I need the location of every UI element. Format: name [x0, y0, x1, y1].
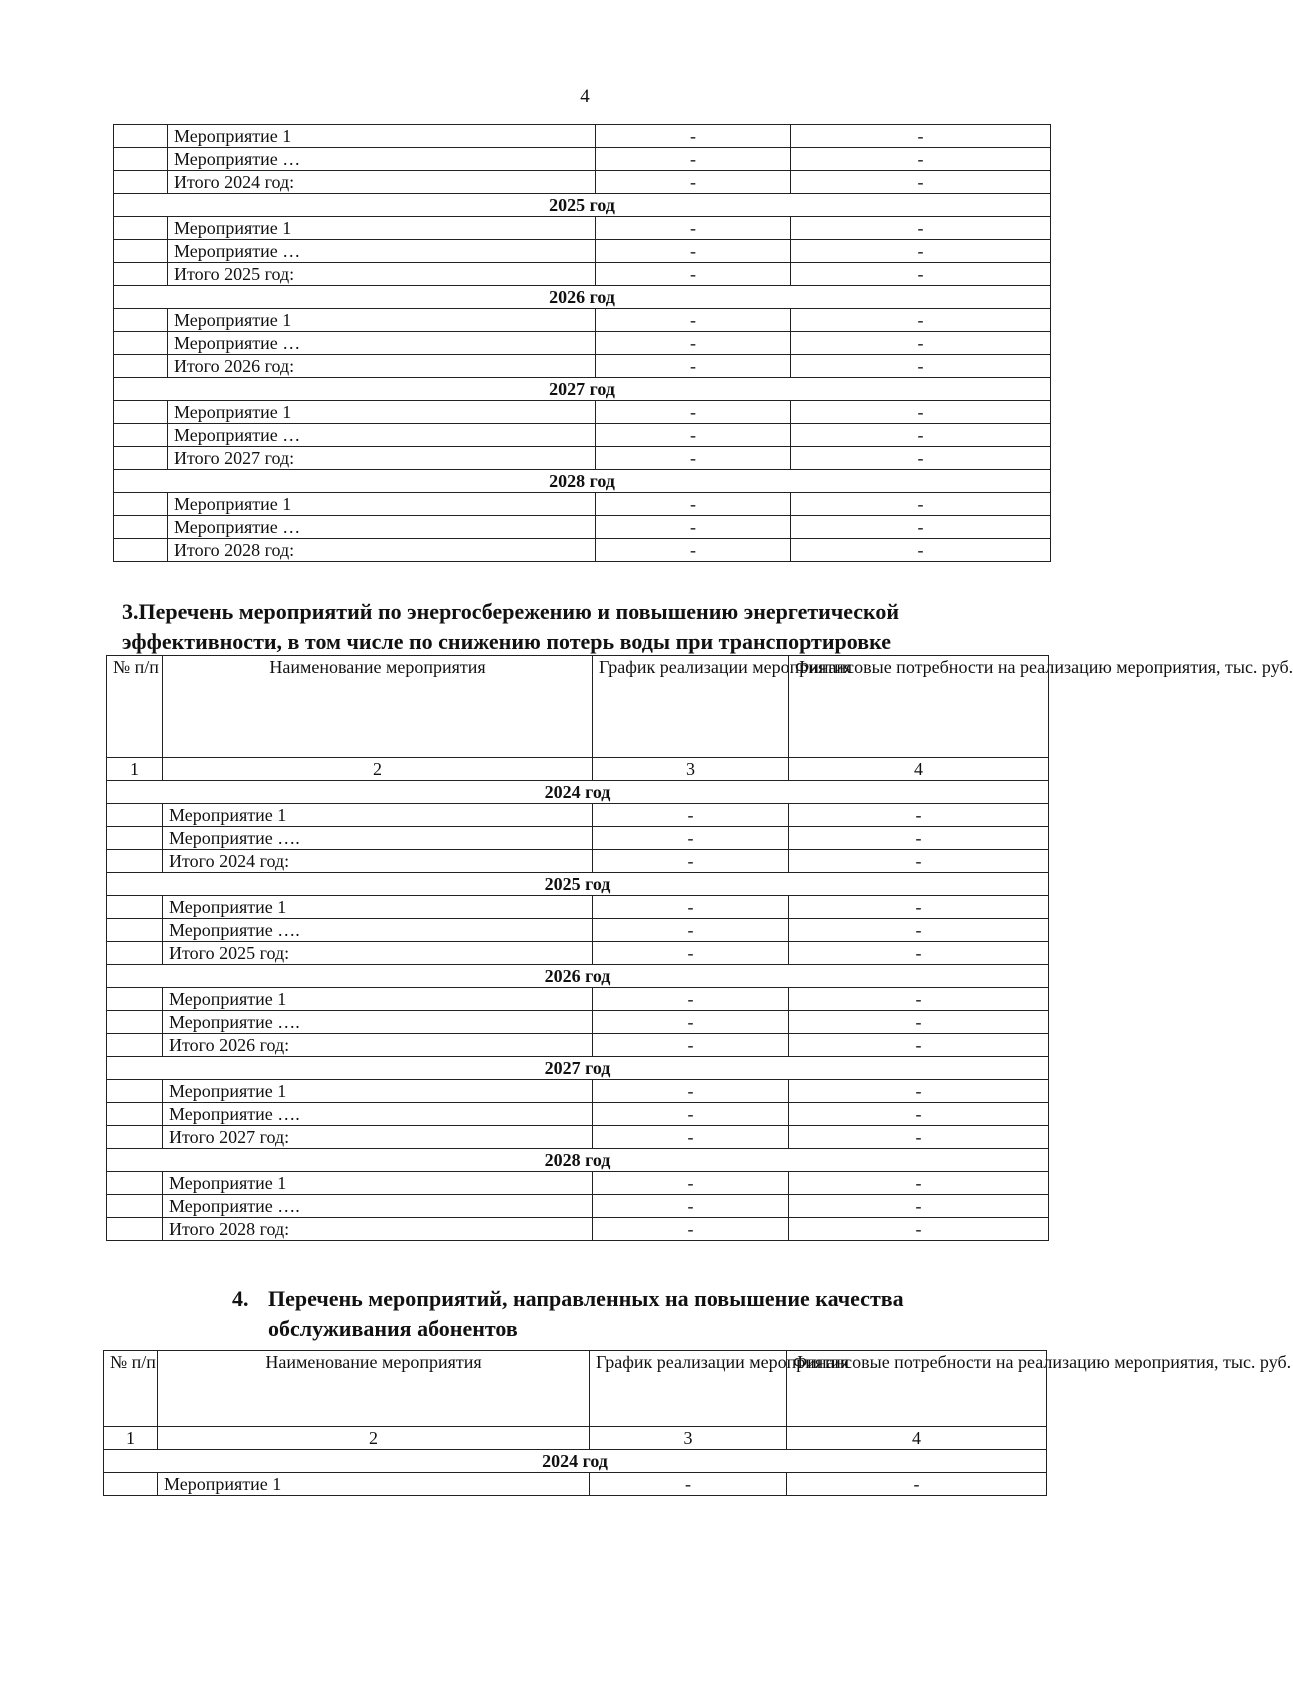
row-number-cell	[114, 217, 168, 240]
measure-name: Мероприятие …	[168, 424, 596, 447]
row-number-cell	[107, 1034, 163, 1057]
row-number-cell	[114, 493, 168, 516]
measure-name: Мероприятие ….	[163, 1103, 593, 1126]
col-number: 2	[158, 1427, 590, 1450]
row-number-cell	[107, 1195, 163, 1218]
measure-name: Мероприятие ….	[163, 919, 593, 942]
finance-value: -	[791, 424, 1051, 447]
col-number: 1	[107, 758, 163, 781]
schedule-value: -	[593, 1103, 789, 1126]
row-number-cell	[114, 355, 168, 378]
table-row	[107, 988, 1049, 1011]
year-label: 2028 год	[107, 1149, 1049, 1172]
schedule-value: -	[596, 240, 791, 263]
row-number-cell	[107, 919, 163, 942]
row-number-cell	[107, 1172, 163, 1195]
finance-value: -	[789, 919, 1049, 942]
schedule-value: -	[590, 1473, 787, 1496]
finance-value: -	[789, 1011, 1049, 1034]
table-header-row	[107, 656, 1049, 758]
measure-name: Мероприятие 1	[168, 309, 596, 332]
schedule-value: -	[593, 1172, 789, 1195]
row-number-cell	[114, 263, 168, 286]
column-number-row	[107, 758, 1049, 781]
measure-name: Итого 2026 год:	[163, 1034, 593, 1057]
year-label: 2024 год	[104, 1450, 1047, 1473]
total-row	[107, 1218, 1049, 1241]
header-name: Наименование мероприятия	[163, 656, 593, 758]
header-finance: Финансовые потребности на реализацию мероприятия, тыс. руб.	[789, 656, 1049, 758]
col-number: 3	[593, 758, 789, 781]
schedule-value: -	[596, 148, 791, 171]
total-row	[107, 942, 1049, 965]
finance-value: -	[791, 401, 1051, 424]
finance-value: -	[789, 988, 1049, 1011]
schedule-value: -	[593, 919, 789, 942]
row-number-cell	[114, 424, 168, 447]
col-number: 1	[104, 1427, 158, 1450]
table-row	[114, 148, 1051, 171]
schedule-value: -	[593, 1126, 789, 1149]
row-number-cell	[114, 148, 168, 171]
schedule-value: -	[593, 1011, 789, 1034]
header-name: Наименование мероприятия	[158, 1351, 590, 1427]
schedule-value: -	[593, 850, 789, 873]
row-number-cell	[107, 850, 163, 873]
row-number-cell	[107, 1080, 163, 1103]
year-label: 2026 год	[114, 286, 1051, 309]
measure-name: Мероприятие ….	[163, 1195, 593, 1218]
year-label: 2028 год	[114, 470, 1051, 493]
finance-value: -	[791, 171, 1051, 194]
finance-value: -	[789, 896, 1049, 919]
measure-name: Мероприятие 1	[163, 896, 593, 919]
finance-value: -	[789, 942, 1049, 965]
finance-value: -	[789, 1034, 1049, 1057]
col-number: 4	[787, 1427, 1047, 1450]
measure-name: Итого 2025 год:	[163, 942, 593, 965]
row-number-cell	[114, 516, 168, 539]
row-number-cell	[107, 1103, 163, 1126]
finance-value: -	[791, 240, 1051, 263]
table-row	[107, 1195, 1049, 1218]
service-quality-measures-table	[103, 1350, 1292, 1496]
header-num: № п/п	[104, 1351, 158, 1427]
measure-name: Итого 2027 год:	[168, 447, 596, 470]
table-row	[114, 240, 1051, 263]
table-row	[114, 516, 1051, 539]
year-row	[114, 378, 1051, 401]
schedule-value: -	[596, 493, 791, 516]
table-row	[107, 1011, 1049, 1034]
schedule-value: -	[593, 942, 789, 965]
header-schedule: График реализации мероприятия	[593, 656, 789, 758]
year-label: 2027 год	[107, 1057, 1049, 1080]
table-row	[114, 309, 1051, 332]
col-number: 4	[789, 758, 1049, 781]
column-number-row	[104, 1427, 1047, 1450]
measure-name: Мероприятие 1	[168, 217, 596, 240]
year-row	[114, 470, 1051, 493]
total-row	[114, 539, 1051, 562]
finance-value: -	[789, 1103, 1049, 1126]
finance-value: -	[789, 1172, 1049, 1195]
schedule-value: -	[596, 171, 791, 194]
row-number-cell	[107, 1126, 163, 1149]
schedule-value: -	[593, 1218, 789, 1241]
year-row	[107, 1057, 1049, 1080]
finance-value: -	[789, 827, 1049, 850]
col-number: 2	[163, 758, 593, 781]
schedule-value: -	[596, 263, 791, 286]
header-num: № п/п	[107, 656, 163, 758]
row-number-cell	[107, 827, 163, 850]
year-label: 2025 год	[107, 873, 1049, 896]
section-4-title: Перечень мероприятий, направленных на повышение качества обслуживания абонентов	[268, 1286, 904, 1341]
measure-name: Итого 2026 год:	[168, 355, 596, 378]
finance-value: -	[789, 1080, 1049, 1103]
table-row	[114, 401, 1051, 424]
section-3-title: 3.Перечень мероприятий по энергосбережению и повышению энергетической эффективности, в том числе по снижению потерь воды при транспортировке	[122, 599, 900, 654]
table-row	[114, 493, 1051, 516]
schedule-value: -	[596, 309, 791, 332]
row-number-cell	[107, 896, 163, 919]
table-row	[107, 1103, 1049, 1126]
measure-name: Мероприятие 1	[163, 1080, 593, 1103]
total-row	[114, 171, 1051, 194]
table-header-row	[104, 1351, 1047, 1427]
measure-name: Мероприятие ….	[163, 827, 593, 850]
year-row	[114, 194, 1051, 217]
row-number-cell	[114, 539, 168, 562]
year-label: 2025 год	[114, 194, 1051, 217]
measure-name: Итого 2028 год:	[168, 539, 596, 562]
section-4-number: 4.	[232, 1286, 249, 1311]
schedule-value: -	[596, 424, 791, 447]
table-row	[107, 919, 1049, 942]
total-row	[114, 263, 1051, 286]
finance-value: -	[791, 125, 1051, 148]
row-number-cell	[107, 942, 163, 965]
measure-name: Итого 2028 год:	[163, 1218, 593, 1241]
schedule-value: -	[596, 125, 791, 148]
finance-value: -	[791, 263, 1051, 286]
total-row	[107, 1034, 1049, 1057]
year-label: 2026 год	[107, 965, 1049, 988]
measure-name: Мероприятие 1	[168, 401, 596, 424]
row-number-cell	[107, 1011, 163, 1034]
table-row	[107, 896, 1049, 919]
schedule-value: -	[596, 516, 791, 539]
table-row	[114, 332, 1051, 355]
measure-name: Итого 2025 год:	[168, 263, 596, 286]
year-label: 2024 год	[107, 781, 1049, 804]
measure-name: Мероприятие ….	[163, 1011, 593, 1034]
measure-name: Мероприятие 1	[168, 493, 596, 516]
table-row	[107, 1080, 1049, 1103]
col-number: 3	[590, 1427, 787, 1450]
measure-name: Мероприятие …	[168, 240, 596, 263]
total-row	[107, 850, 1049, 873]
schedule-value: -	[596, 539, 791, 562]
table-row	[107, 827, 1049, 850]
schedule-value: -	[593, 896, 789, 919]
total-row	[107, 1126, 1049, 1149]
schedule-value: -	[593, 827, 789, 850]
measure-name: Итого 2027 год:	[163, 1126, 593, 1149]
year-label: 2027 год	[114, 378, 1051, 401]
schedule-value: -	[593, 1080, 789, 1103]
year-row	[114, 286, 1051, 309]
schedule-value: -	[596, 447, 791, 470]
row-number-cell	[107, 1218, 163, 1241]
table-row	[107, 1172, 1049, 1195]
finance-value: -	[789, 850, 1049, 873]
row-number-cell	[114, 447, 168, 470]
table-row	[114, 125, 1051, 148]
row-number-cell	[104, 1473, 158, 1496]
schedule-value: -	[596, 217, 791, 240]
row-number-cell	[114, 171, 168, 194]
year-row	[107, 1149, 1049, 1172]
total-row	[114, 447, 1051, 470]
header-finance: Финансовые потребности на реализацию мероприятия, тыс. руб.	[787, 1351, 1047, 1427]
measure-name: Мероприятие 1	[163, 988, 593, 1011]
year-row	[107, 873, 1049, 896]
row-number-cell	[114, 240, 168, 263]
measure-name: Итого 2024 год:	[163, 850, 593, 873]
finance-value: -	[791, 516, 1051, 539]
finance-value: -	[791, 355, 1051, 378]
measure-name: Итого 2024 год:	[168, 171, 596, 194]
measure-name: Мероприятие …	[168, 516, 596, 539]
finance-value: -	[791, 332, 1051, 355]
header-schedule: График реализации мероприятия	[590, 1351, 787, 1427]
finance-value: -	[791, 309, 1051, 332]
table-row	[114, 217, 1051, 240]
finance-value: -	[791, 493, 1051, 516]
finance-value: -	[789, 1195, 1049, 1218]
finance-value: -	[791, 148, 1051, 171]
finance-value: -	[789, 804, 1049, 827]
finance-value: -	[789, 1218, 1049, 1241]
finance-value: -	[791, 447, 1051, 470]
measure-name: Мероприятие …	[168, 148, 596, 171]
finance-value: -	[791, 217, 1051, 240]
year-row	[104, 1450, 1047, 1473]
row-number-cell	[107, 804, 163, 827]
total-row	[114, 355, 1051, 378]
finance-value: -	[787, 1473, 1047, 1496]
page-number: 4	[580, 86, 590, 107]
row-number-cell	[107, 988, 163, 1011]
year-row	[107, 965, 1049, 988]
measure-name: Мероприятие 1	[168, 125, 596, 148]
section-4-title-block	[232, 1284, 1032, 1344]
row-number-cell	[114, 309, 168, 332]
finance-value: -	[789, 1126, 1049, 1149]
row-number-cell	[114, 401, 168, 424]
table-row	[114, 424, 1051, 447]
energy-saving-measures-table	[106, 655, 1293, 1241]
row-number-cell	[114, 125, 168, 148]
measure-name: Мероприятие 1	[158, 1473, 590, 1496]
schedule-value: -	[593, 1195, 789, 1218]
measure-name: Мероприятие 1	[163, 1172, 593, 1195]
schedule-value: -	[596, 355, 791, 378]
schedule-value: -	[596, 401, 791, 424]
finance-value: -	[791, 539, 1051, 562]
table-row	[107, 804, 1049, 827]
schedule-value: -	[593, 804, 789, 827]
row-number-cell	[114, 332, 168, 355]
measure-name: Мероприятие …	[168, 332, 596, 355]
schedule-value: -	[596, 332, 791, 355]
measures-table-continued	[113, 124, 1051, 562]
schedule-value: -	[593, 1034, 789, 1057]
table-row	[104, 1473, 1047, 1496]
measure-name: Мероприятие 1	[163, 804, 593, 827]
schedule-value: -	[593, 988, 789, 1011]
year-row	[107, 781, 1049, 804]
